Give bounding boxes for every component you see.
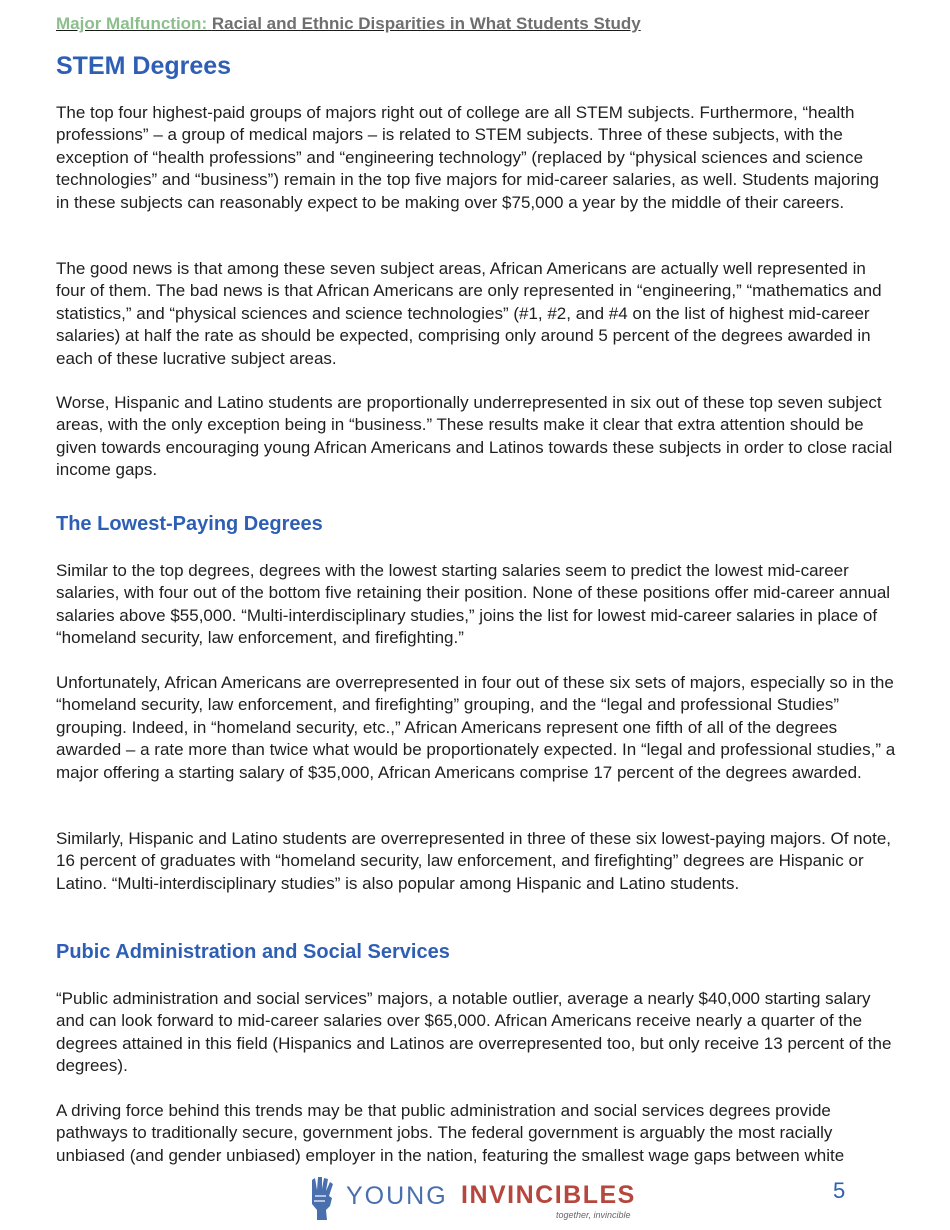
- page-number: 5: [833, 1178, 846, 1203]
- header-subtitle: Racial and Ethnic Disparities in What Students Study: [211, 14, 641, 33]
- paragraph: Worse, Hispanic and Latino students are proportionally underrepresented in six out of these top seven subject areas, with the only exception being in “business.” These results make it clear that extra attention should be given towards encouraging young African Americans and Latinos towards these subjects in order to close racial income gaps.: [56, 393, 893, 480]
- running-header[interactable]: [56, 14, 641, 34]
- paragraph: Similarly, Hispanic and Latino students are overrepresented in three of these six lowest-paying majors. Of note, 16 percent of graduates with “homeland security, law enforcement, and firefighting” degrees are Hispanic or Latino. “Multi-interdisciplinary studies” is also popular among Hispanic and Latino students.: [56, 829, 891, 893]
- paragraph: “Public administration and social services” majors, a notable outlier, average a nearly $40,000 starting salary and can look forward to mid-career salaries over $65,000. African Americans receive nearly a quarter of the degrees attained in this field (Hispanics and Latinos are overrepresented too, but only receive 13 percent of the degrees).: [56, 989, 892, 1076]
- paragraph: A driving force behind this trends may be that public administration and social services degrees provide pathways to traditionally secure, government jobs. The federal government is arguably the most racially unbiased (and gender unbiased) employer in the nation, featuring the smallest wage gaps between white: [56, 1101, 845, 1165]
- page-title: STEM Degrees: [56, 52, 232, 80]
- raised-fist-hand-icon: [306, 1176, 340, 1222]
- footer-logo: [306, 1176, 646, 1224]
- logo-word-invincibles: INVINCIBLES: [461, 1181, 636, 1209]
- section-heading-lowest-paying: The Lowest-Paying Degrees: [56, 513, 323, 535]
- logo-tagline: together, invincible: [556, 1210, 631, 1220]
- header-series: Major Malfunction:: [56, 14, 208, 33]
- paragraph: The good news is that among these seven subject areas, African Americans are actually well represented in four of them. The bad news is that African Americans are only represented in “engineering,” “mathematics and statistics,” and “physical sciences and science technologies” (#1, #2, and #4 on the list of highest mid-career salaries) at half the rate as should be expected, comprising only around 5 percent of the degrees awarded in each of these lucrative subject areas.: [56, 259, 882, 368]
- section-heading-public-administration: Pubic Administration and Social Services: [56, 941, 450, 963]
- paragraph: Unfortunately, African Americans are overrepresented in four out of these six sets of majors, especially so in the “homeland security, law enforcement, and firefighting” grouping, and the “legal and professional Studies” grouping. Indeed, in “homeland security, etc.,” African Americans represent one fifth of all of the degrees awarded – a rate more than twice what would be proportionately expected. In “legal and professional studies,” a major offering a starting salary of $35,000, African Americans comprise 17 percent of the degrees awarded.: [56, 673, 896, 782]
- logo-word-young: YOUNG: [346, 1182, 448, 1210]
- paragraph: Similar to the top degrees, degrees with the lowest starting salaries seem to predict the lowest mid-career salaries, with four out of the bottom five retaining their position. None of these positions offer mid-career annual salaries above $55,000. “Multi-interdisciplinary studies,” joins the list for lowest mid-career salaries in place of “homeland security, law enforcement, and firefighting.”: [56, 561, 891, 648]
- paragraph: The top four highest-paid groups of majors right out of college are all STEM subjects. Furthermore, “health professions” – a group of medical majors – is related to STEM subjects. Three of these subjects, with the exception of “health professions” and “engineering technology” (replaced by “physical sciences and science technologies” and “business”) remain in the top five majors for mid-career salaries, as well. Students majoring in these subjects can reasonably expect to be making over $75,000 a year by the middle of their careers.: [56, 103, 879, 212]
